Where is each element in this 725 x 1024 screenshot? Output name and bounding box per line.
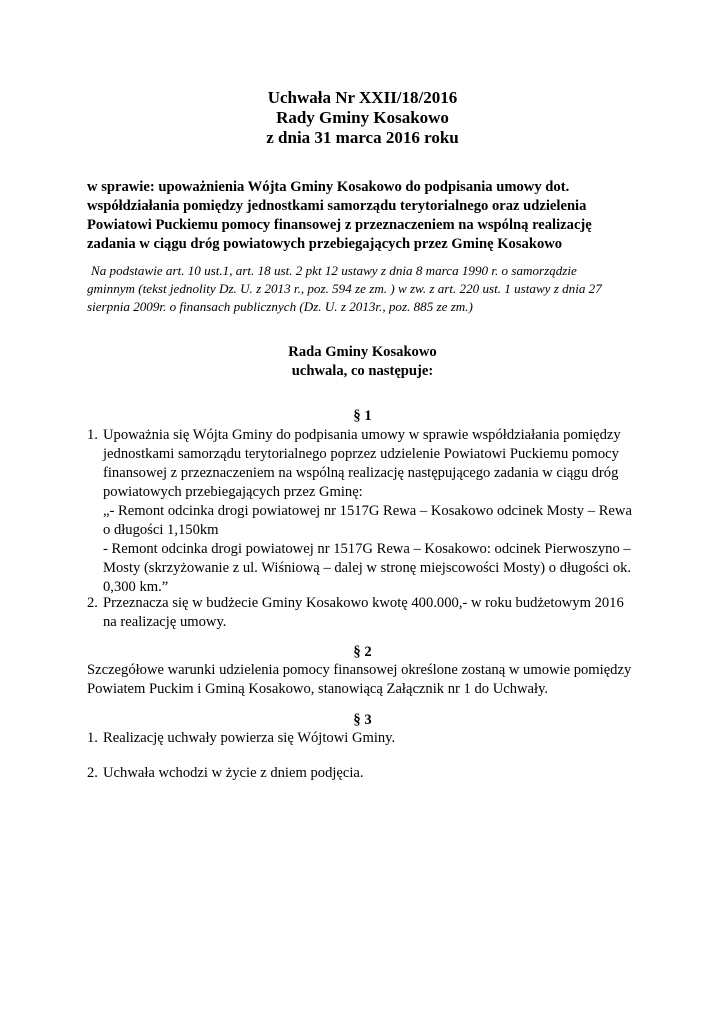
- item-body: [103, 426, 647, 597]
- item-line: 0,300 km.”: [103, 579, 169, 595]
- section-3-item-2: [87, 764, 647, 783]
- item-line: Mosty (skrzyżowanie z ul. Wiśniową – dalej w stronę miejscowości Mosty) o długości ok.: [103, 560, 632, 576]
- resolution-subject: [87, 178, 638, 254]
- section-2-line: Szczegółowe warunki udzielenia pomocy finansowej określone zostaną w umowie pomiędzy: [87, 662, 632, 678]
- item-body: [103, 729, 647, 748]
- title-line-number: Uchwała Nr XXII/18/2016: [267, 88, 458, 107]
- title-line-council: Rady Gminy Kosakowo: [276, 108, 449, 127]
- item-line: Uchwała wchodzi w życie z dniem podjęcia.: [103, 765, 364, 781]
- title-line-date: z dnia 31 marca 2016 roku: [266, 128, 459, 147]
- section-3-heading: § 3: [353, 712, 372, 728]
- legal-basis-line: gminnym (tekst jednolity Dz. U. z 2013 r., poz. 594 ze zm. ) w zw. z art. 220 ust. 1 ustawy z dnia 27: [87, 281, 602, 296]
- item-body: [103, 764, 647, 783]
- resolution-title: [0, 88, 725, 148]
- intro-council: Rada Gminy Kosakowo: [288, 344, 437, 360]
- item-line: „- Remont odcinka drogi powiatowej nr 1517G Rewa – Kosakowo odcinek Mosty – Rewa: [103, 503, 632, 519]
- item-line: - Remont odcinka drogi powiatowej nr 1517G Rewa – Kosakowo: odcinek Pierwoszyno –: [103, 541, 631, 557]
- item-number: 1.: [87, 427, 98, 443]
- legal-basis: [87, 262, 638, 316]
- item-line: Realizację uchwały powierza się Wójtowi Gminy.: [103, 730, 396, 746]
- section-2-line: Powiatem Puckim i Gminą Kosakowo, stanowiącą Załącznik nr 1 do Uchwały.: [87, 681, 549, 697]
- legal-basis-line: Na podstawie art. 10 ust.1, art. 18 ust. 2 pkt 12 ustawy z dnia 8 marca 1990 r. o samorządzie: [91, 263, 577, 278]
- item-line: Upoważnia się Wójta Gminy do podpisania umowy w sprawie współdziałania pomiędzy: [103, 427, 621, 443]
- item-line: jednostkami samorządu terytorialnego poprzez udzielenie Powiatowi Puckiemu pomocy: [103, 446, 619, 462]
- subject-line: Powiatowi Puckiemu pomocy finansowej z przeznaczeniem na wspólną realizację: [87, 217, 592, 233]
- intro-resolves: uchwala, co następuje:: [291, 363, 434, 379]
- item-number: 1.: [87, 730, 98, 746]
- subject-line: w sprawie: upoważnienia Wójta Gminy Kosakowo do podpisania umowy dot.: [87, 179, 570, 195]
- section-2-body: [87, 661, 647, 699]
- resolution-intro: [0, 343, 725, 381]
- section-1-item-2: [87, 594, 647, 632]
- item-line: finansowej z przeznaczeniem na wspólną realizację następującego zadania w ciągu dróg: [103, 465, 619, 481]
- legal-basis-line: sierpnia 2009r. o finansach publicznych (Dz. U. z 2013r., poz. 885 ze zm.): [87, 299, 473, 314]
- subject-line: współdziałania pomiędzy jednostkami samorządu terytorialnego oraz udzielenia: [87, 198, 587, 214]
- item-number: 2.: [87, 595, 98, 611]
- section-2-heading: § 2: [353, 644, 372, 660]
- section-1-heading: § 1: [353, 408, 372, 424]
- item-line: powiatowych przebiegających przez Gminę:: [103, 484, 363, 500]
- item-body: [103, 594, 647, 632]
- item-line: Przeznacza się w budżecie Gminy Kosakowo kwotę 400.000,- w roku budżetowym 2016: [103, 595, 624, 611]
- item-line: o długości 1,150km: [103, 522, 219, 538]
- section-1-item-1: [87, 426, 647, 597]
- item-number: 2.: [87, 765, 98, 781]
- section-3-item-1: [87, 729, 647, 748]
- item-line: na realizację umowy.: [103, 614, 227, 630]
- subject-line: zadania w ciągu dróg powiatowych przebiegających przez Gminę Kosakowo: [87, 236, 563, 252]
